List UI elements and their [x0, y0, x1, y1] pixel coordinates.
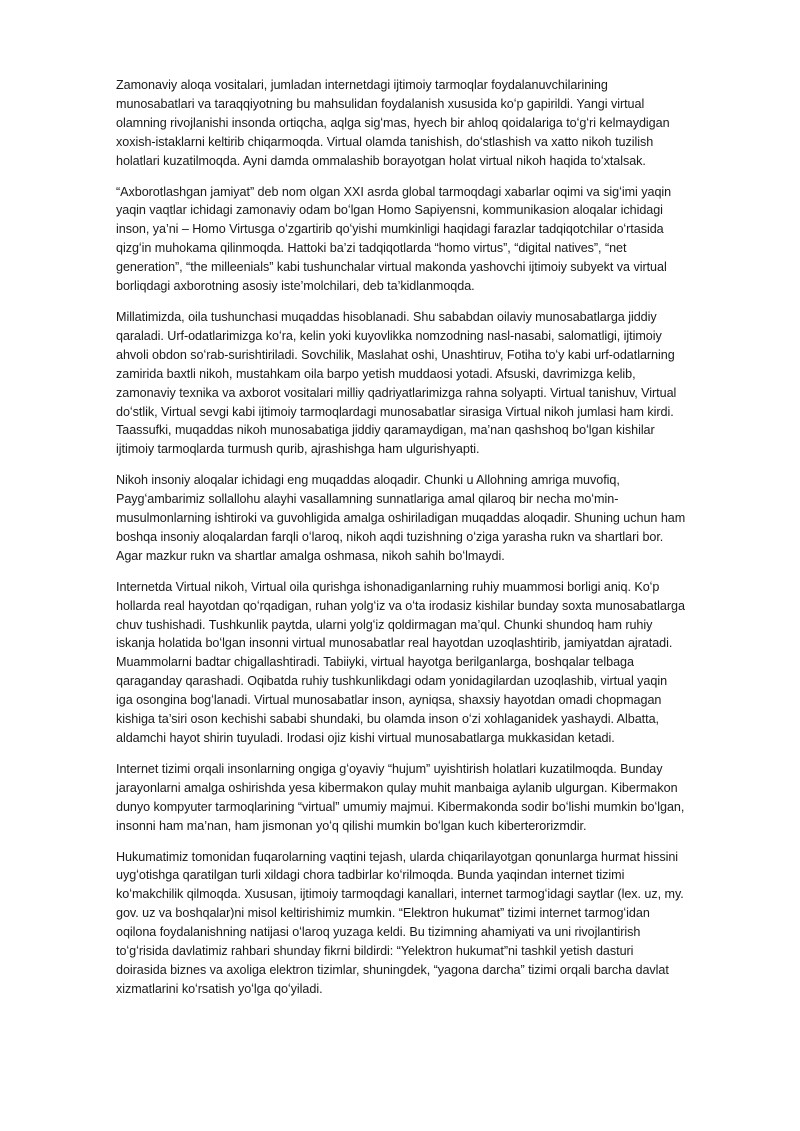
paragraph-1: Zamonaviy aloqa vositalari, jumladan internetdagi ijtimoiy tarmoqlar foydalanuvchilarining munosabatlari va taraqqiyotning bu mahsulidan foydalanish xususida koʻp gapirildi. Yangi virtual olamning rivojlanishi insonda ortiqcha, aqlga sigʻmas, hyech bir ahloq qoidalariga toʻgʻri kelmaydigan xoxish-istaklarni keltirib chiqarmoqda. Virtual olamda tanishish, doʻstlashish va xatto nikoh tuzilish holatlari kuzatilmoqda. Ayni damda ommalashib borayotgan holat virtual nikoh haqida toʻxtalsak.	[116, 78, 670, 168]
paragraph-5: Internetda Virtual nikoh, Virtual oila qurishga ishonadiganlarning ruhiy muammosi borligi aniq. Koʻp hollarda real hayotdan qoʻrqadigan, ruhan yolgʻiz va oʻta irodasiz kishilar bunday soxta munosabatlarga chuv tushishadi. Tushkunlik paytda, ularni yolgʻiz qoldirmagan ma’qul. Chunki shundoq ham ruhiy iskanja holatida boʻlgan insonni virtual munosabatlar real hayotdan uzoqlashtirib, jamiyatdan ajratadi. Muammolarni badtar chigallashtiradi. Tabiiyki, virtual hayotga berilganlarga, boshqalar telbaga qaraganday qarashadi. Oqibatda ruhiy tushkunlikdagi odam yonidagilardan uzoqlashib, virtual yaqin iga osongina bogʻlanadi. Virtual munosabatlar inson, ayniqsa, shaxsiy hayotdan omadi chopmagan kishiga ta’siri oson kechishi sababi shundaki, bu olamda inson oʻzi xohlaganidek yashaydi. Albatta, aldamchi hayot shirin tuyuladi. Irodasi ojiz kishi virtual munosabatlarga mukkasidan ketadi.	[116, 579, 685, 745]
paragraph-3: Millatimizda, oila tushunchasi muqaddas hisoblanadi. Shu sababdan oilaviy munosabatlarga jiddiy qaraladi. Urf-odatlarimizga koʻra, kelin yoki kuyovlikka nomzodning nasl-nasabi, salomatligi, ijtimoiy ahvoli obdon soʻrab-surishtiriladi. Sovchilik, Maslahat oshi, Unashtiruv, Fotiha toʻy kabi urf-odatlarning zamirida baxtli nikoh, mustahkam oila barpo yetish muddaosi yotadi. Afsuski, davrimizga kelib, zamonaviy texnika va axborot vositalari milliy qadriyatlarimizga rahna solyapti. Virtual tanishuv, Virtual doʻstlik, Virtual sevgi kabi ijtimoiy tarmoqlardagi munosabatlar sirasiga Virtual nikoh jumlasi ham kirdi. Taassufki, muqaddas nikoh munosabatiga jiddiy qaramaydigan, ma’nan qashshoq boʻlgan kishilar ijtimoiy tarmoqlarda turmush qurib, ajrashishga ham ulgurishyapti.	[116, 309, 677, 457]
paragraph-7: Hukumatimiz tomonidan fuqarolarning vaqtini tejash, ularda chiqarilayotgan qonunlarga hurmat hissini uygʻotishga qaratilgan turli xildagi chora tadbirlar koʻrilmoqda. Bunda yaqindan internet tizimi koʻmakchilik qilmoqda. Xususan, ijtimoiy tarmoqdagi kanallari, internet tarmogʻidagi saytlar (lex. uz, my. gov. uz va boshqalar)ni misol keltirishimiz mumkin. “Elektron hukumat” tizimi internet tarmogʻidan oqilona foydalanishning natijasi oʻlaroq yuzaga keldi. Bu tizimning ahamiyati va uni rivojlantirish toʻgʻrisida davlatimiz rahbari shunday fikrni bildirdi: “Yelektron hukumat”ni tashkil yetish dasturi doirasida biznes va axoliga elektron tizimlar, shuningdek, “yagona darcha” tizimi orqali barcha davlat xizmatlarini koʻrsatish yoʻlga qoʻyiladi.	[116, 849, 684, 996]
paragraph-4: Nikoh insoniy aloqalar ichidagi eng muqaddas aloqadir. Chunki u Allohning amriga muvofiq, Paygʻambarimiz sollallohu alayhi vasallamning sunnatlariga amal qilaroq bir necha moʻmin-musulmonlarning ishtiroki va guvohligida amalga oshiriladigan muqaddas aloqadir. Shuning uchun ham boshqa insoniy aloqalardan farqli oʻlaroq, nikoh aqdi tuzishning oʻziga yarasha rukn va shartlari bor. Agar mazkur rukn va shartlar amalga oshmasa, nikoh sahih boʻlmaydi.	[116, 473, 686, 563]
document-body	[116, 76, 686, 1011]
paragraph-6: Internet tizimi orqali insonlarning ongiga gʻoyaviy “hujum” uyishtirish holatlari kuzatilmoqda. Bunday jarayonlarni amalga oshirishda yesa kibermakon qulay muhit manbaiga aylanib ulgurgan. Kibermakon dunyo kompyuter tarmoqlarining “virtual” umumiy majmui. Kibermakonda sodir boʻlishi mumkin boʻlgan, insonni ham ma’nan, ham jismonan yoʻq qilishi mumkin boʻlgan kuch kiberterorizmdir.	[116, 761, 685, 833]
paragraph-2: “Axborotlashgan jamiyat” deb nom olgan XXI asrda global tarmoqdagi xabarlar oqimi va sigʻimi yaqin yaqin vaqtlar ichidagi zamonaviy odam boʻlgan Homo Sapiyensni, kommunikasion aloqalar ichidagi inson, ya’ni – Homo Virtusga oʻzgartirib qoʻyishi mumkinligi haqidagi farazlar tadqiqotchilar oʻrtasida qizgʻin muhokama qilinmoqda. Hattoki ba’zi tadqiqotlarda “homo virtus”, “digital natives”, “net generation”, “the milleenials” kabi tushunchalar virtual makonda yashovchi ijtimoiy subyekt va virtual borliqdagi axborotning asosiy iste’molchilari, deb ta’kidlanmoqda.	[116, 184, 672, 294]
